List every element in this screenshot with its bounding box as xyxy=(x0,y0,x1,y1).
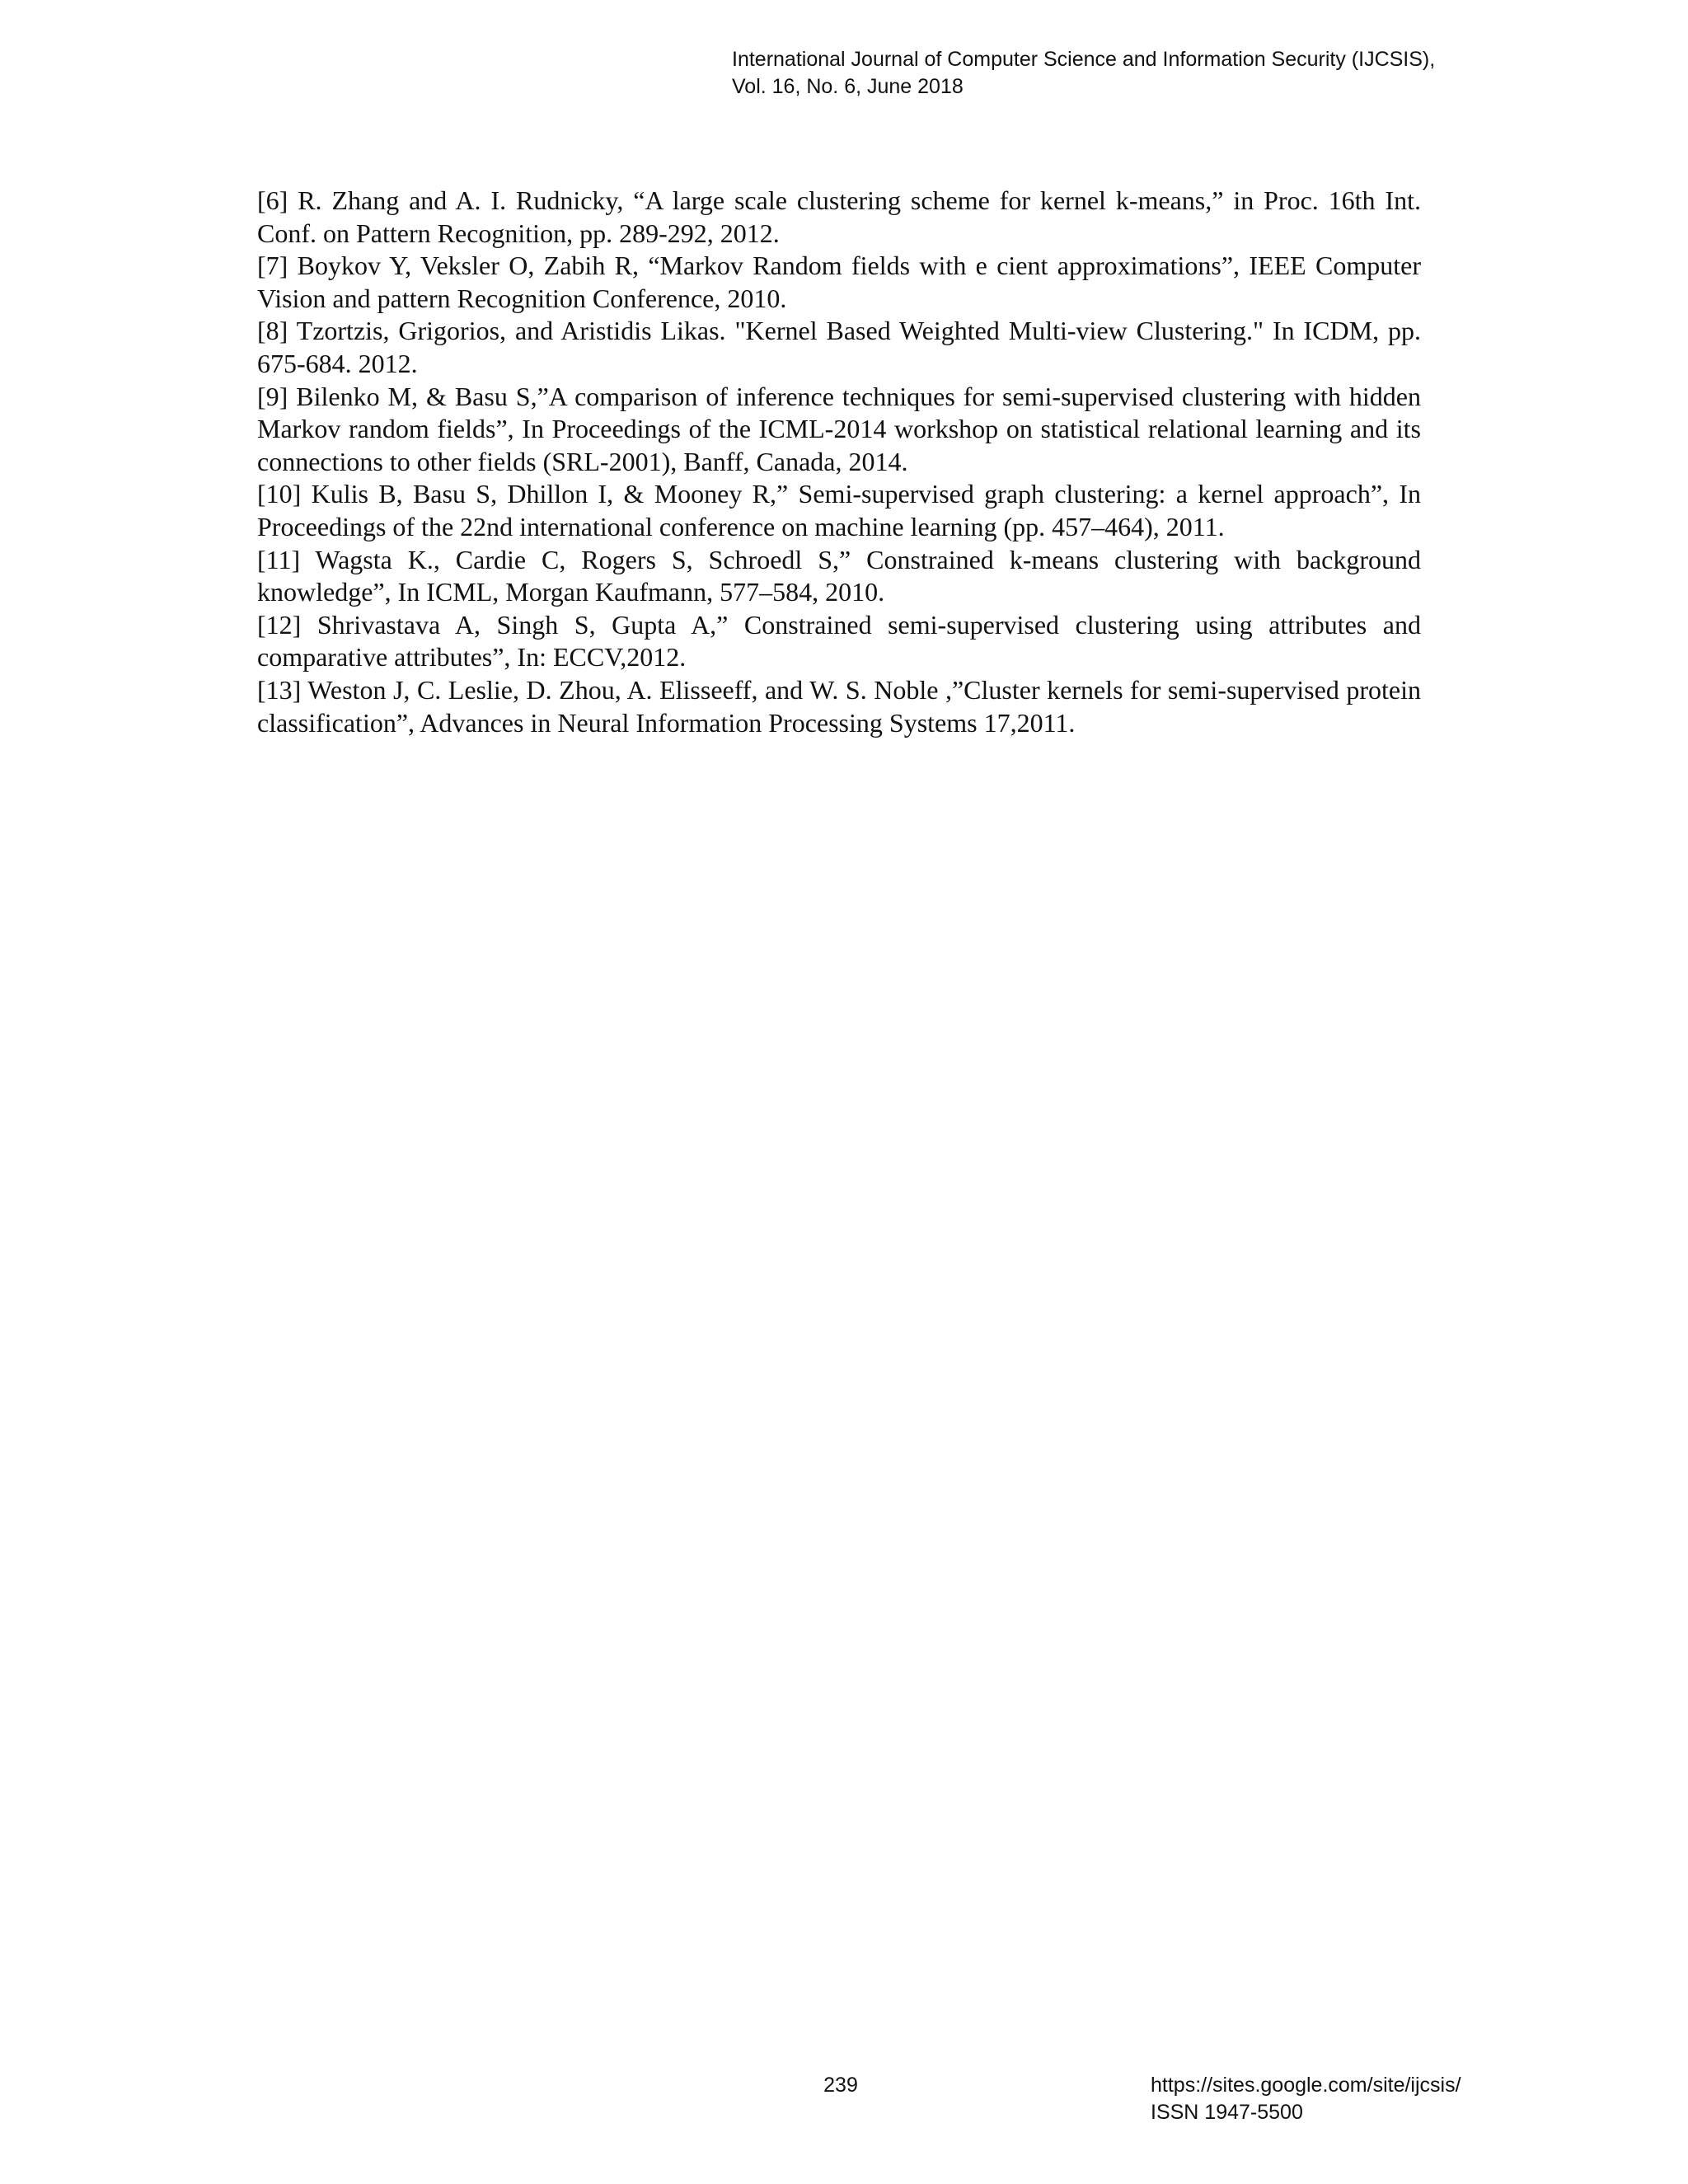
reference-11: [11] Wagsta K., Cardie C, Rogers S, Schroedl S,” Constrained k-means clustering with background knowledge”, In ICML, Morgan Kaufmann, 577–584, 2010. xyxy=(257,544,1421,607)
issn-number: ISSN 1947-5500 xyxy=(1151,2101,1303,2124)
journal-volume-line: Vol. 16, No. 6, June 2018 xyxy=(732,75,964,98)
reference-10: [10] Kulis B, Basu S, Dhillon I, & Mooney R,” Semi-supervised graph clustering: a kernel approach”, In Proceedings of the 22nd international conference on machine learning (pp. 457–464), 2011. xyxy=(257,479,1421,541)
reference-7: [7] Boykov Y, Veksler O, Zabih R, “Markov Random fields with e cient approximations”, IEEE Computer Vision and pattern Recognition Conference, 2010. xyxy=(257,251,1421,313)
footer-journal-info xyxy=(1151,2072,1579,2126)
reference-9: [9] Bilenko M, & Basu S,”A comparison of inference techniques for semi-supervised clustering with hidden Markov random fields”, In Proceedings of the ICML-2014 workshop on statistical relational learning and its connections to other fields (SRL-2001), Banff, Canada, 2014. xyxy=(257,381,1421,476)
reference-6: [6] R. Zhang and A. I. Rudnicky, “A large scale clustering scheme for kernel k-means,” in Proc. 16th Int. Conf. on Pattern Recognition, pp. 289-292, 2012. xyxy=(257,185,1421,248)
journal-title-line: International Journal of Computer Science and Information Security (IJCSIS), xyxy=(732,48,1436,71)
journal-url: https://sites.google.com/site/ijcsis/ xyxy=(1151,2074,1461,2097)
reference-8: [8] Tzortzis, Grigorios, and Aristidis Likas. "Kernel Based Weighted Multi-view Clustering." In ICDM, pp. 675-684. 2012. xyxy=(257,316,1421,378)
reference-12: [12] Shrivastava A, Singh S, Gupta A,” Constrained semi-supervised clustering using attributes and comparative attributes”, In: ECCV,2012. xyxy=(257,609,1421,673)
journal-header xyxy=(732,46,1556,101)
page-number: 239 xyxy=(823,2074,858,2097)
reference-list xyxy=(257,185,1421,739)
reference-13: [13] Weston J, C. Leslie, D. Zhou, A. Elisseeff, and W. S. Noble ,”Cluster kernels for semi-supervised protein classification”, Advances in Neural Information Processing Systems 17,2011. xyxy=(257,674,1421,738)
